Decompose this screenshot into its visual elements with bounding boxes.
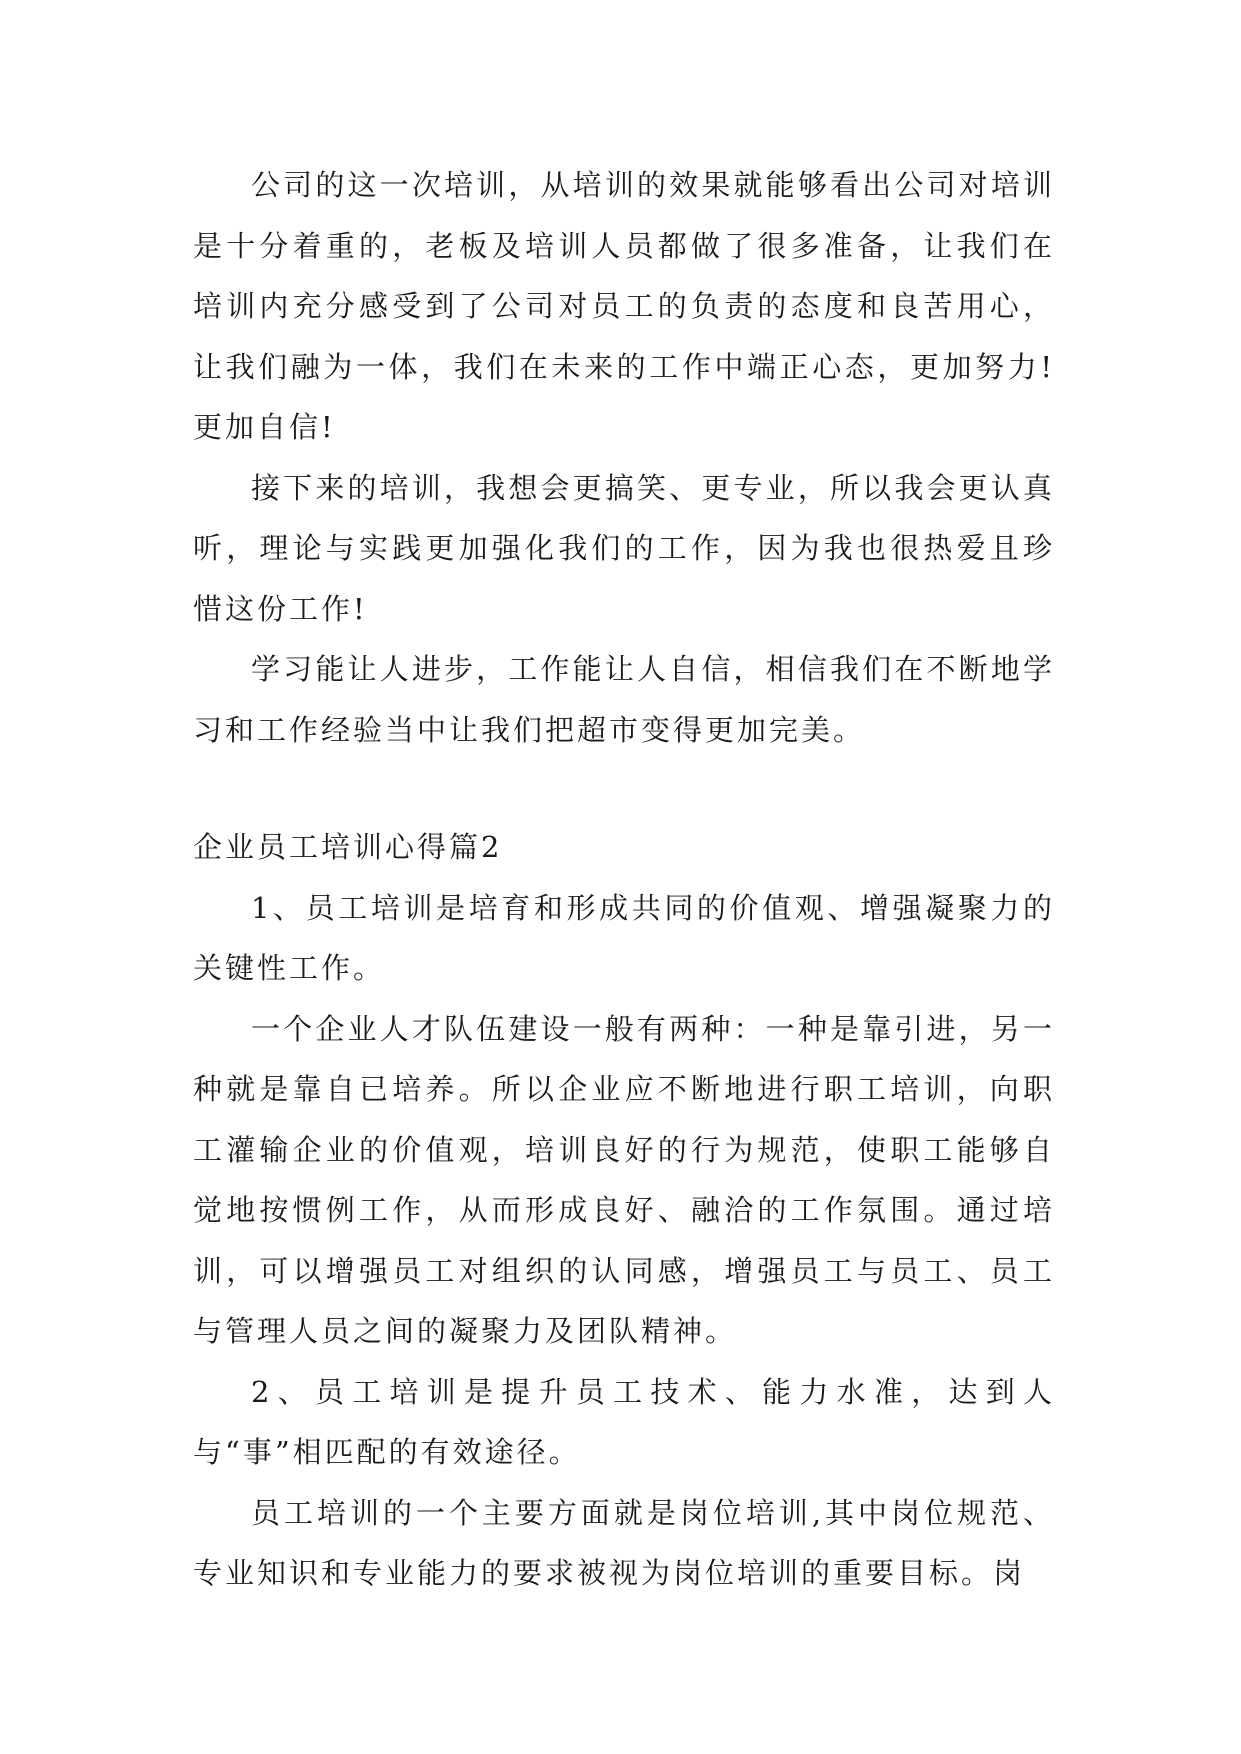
paragraph: 2、员工培训是提升员工技术、能力水准，达到人与“事”相匹配的有效途径。	[193, 1374, 1055, 1469]
paragraph: 接下来的培训，我想会更搞笑、更专业，所以我会更认真听，理论与实践更加强化我们的工作，因为我也很热爱且珍惜这份工作!	[193, 470, 1055, 626]
paragraph: 1、员工培训是培育和形成共同的价值观、增强凝聚力的关键性工作。	[193, 890, 1055, 985]
section-heading: 企业员工培训心得篇2	[193, 830, 503, 864]
paragraph: 学习能让人进步，工作能让人自信，相信我们在不断地学习和工作经验当中让我们把超市变得更加完美。	[193, 652, 1055, 747]
paragraph: 员工培训的一个主要方面就是岗位培训,其中岗位规范、专业知识和专业能力的要求被视为岗位培训的重要目标。岗	[193, 1495, 1055, 1590]
document-page	[193, 155, 1055, 1604]
paragraph: 一个企业人才队伍建设一般有两种：一种是靠引进，另一种就是靠自已培养。所以企业应不断地进行职工培训，向职工灌输企业的价值观，培训良好的行为规范，使职工能够自觉地按惯例工作，从而形成良好、融洽的工作氛围。通过培训，可以增强员工对组织的认同感，增强员工与员工、员工与管理人员之间的凝聚力及团队精神。	[193, 1011, 1055, 1348]
paragraph: 公司的这一次培训，从培训的效果就能够看出公司对培训是十分着重的，老板及培训人员都做了很多准备，让我们在培训内充分感受到了公司对员工的负责的态度和良苦用心，让我们融为一体，我们在未来的工作中端正心态，更加努力!更加自信!	[193, 168, 1055, 444]
